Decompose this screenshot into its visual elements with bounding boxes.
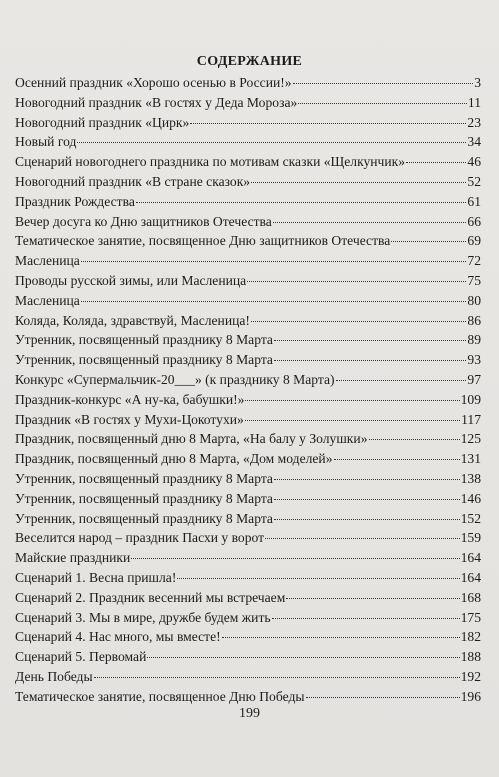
- toc-entry-page: 97: [467, 371, 481, 387]
- toc-entry-page: 159: [460, 530, 481, 546]
- toc-entry-title: Конкурс «Супермальчик-20___» (к празднику 8 Марта): [15, 371, 335, 387]
- dot-leader: [251, 321, 466, 322]
- toc-entry: [15, 350, 481, 370]
- table-of-contents: [15, 73, 481, 707]
- toc-entry: [15, 667, 481, 687]
- toc-entry: [15, 132, 481, 152]
- dot-leader: [272, 618, 460, 619]
- dot-leader: [286, 598, 459, 599]
- toc-entry-page: 188: [460, 649, 481, 665]
- toc-entry: [15, 647, 481, 667]
- toc-entry-title: Утренник, посвященный празднику 8 Марта: [15, 332, 273, 348]
- dot-leader: [245, 420, 460, 421]
- toc-entry: [15, 568, 481, 588]
- dot-leader: [247, 281, 466, 282]
- toc-entry-page: 3: [474, 75, 481, 90]
- dot-leader: [245, 400, 459, 401]
- toc-entry-title: Новогодний праздник «В стране сказок»: [15, 173, 251, 189]
- toc-entry-page: 11: [467, 94, 481, 110]
- dot-leader: [131, 558, 459, 559]
- toc-entry-title: Тематическое занятие, посвященное Дню Победы: [15, 688, 305, 704]
- toc-entry-page: 196: [460, 688, 481, 704]
- toc-entry-page: 125: [460, 431, 481, 447]
- toc-entry-page: 66: [467, 213, 481, 229]
- toc-entry-title: Вечер досуга ко Дню защитников Отечества: [15, 213, 272, 229]
- toc-entry-title: Сценарий 4. Нас много, мы вместе!: [15, 629, 221, 645]
- page-number: 199: [239, 706, 260, 721]
- toc-entry-page: 61: [467, 193, 481, 209]
- toc-entry-page: 75: [467, 272, 481, 288]
- toc-entry-title: Праздник «В гостях у Мухи-Цокотухи»: [15, 411, 244, 427]
- toc-entry-title: Коляда, Коляда, здравствуй, Масленица!: [15, 312, 250, 328]
- toc-entry: [15, 192, 481, 212]
- toc-entry-page: 146: [460, 490, 481, 506]
- toc-entry-title: Тематическое занятие, посвященное Дню защитников Отечества: [15, 233, 391, 249]
- dot-leader: [306, 697, 460, 698]
- dot-leader: [293, 83, 474, 84]
- toc-entry: [15, 528, 481, 548]
- dot-leader: [336, 380, 467, 381]
- dot-leader: [265, 538, 460, 539]
- toc-entry-page: 109: [460, 391, 481, 407]
- dot-leader: [273, 222, 467, 223]
- toc-entry: [15, 93, 481, 113]
- toc-entry: [15, 390, 481, 410]
- toc-entry: [15, 469, 481, 489]
- dot-leader: [81, 301, 467, 302]
- toc-entry-page: 131: [460, 451, 481, 467]
- toc-entry-page: 23: [467, 114, 481, 130]
- toc-entry: [15, 113, 481, 133]
- toc-entry-page: 89: [467, 332, 481, 348]
- toc-entry-title: День Победы: [15, 668, 93, 684]
- toc-entry-page: 138: [460, 470, 481, 486]
- toc-entry: [15, 627, 481, 647]
- toc-entry-page: 168: [460, 589, 481, 605]
- toc-entry-title: Веселится народ – праздник Пасхи у ворот: [15, 530, 265, 546]
- dot-leader: [274, 360, 466, 361]
- toc-entry-page: 72: [467, 253, 481, 269]
- toc-entry-title: Масленица: [15, 292, 80, 308]
- toc-entry-page: 80: [467, 292, 481, 308]
- toc-entry: [15, 231, 481, 251]
- toc-entry: [15, 588, 481, 608]
- dot-leader: [274, 479, 460, 480]
- toc-entry-page: 152: [460, 510, 481, 526]
- toc-entry-title: Праздник, посвященный дню 8 Марта, «На балу у Золушки»: [15, 431, 368, 447]
- toc-entry-title: Сценарий 5. Первомай: [15, 649, 147, 665]
- toc-entry-title: Праздник Рождества: [15, 193, 135, 209]
- dot-leader: [406, 162, 466, 163]
- dot-leader: [77, 142, 466, 143]
- dot-leader: [136, 202, 467, 203]
- toc-entry-title: Праздник-конкурс «А ну-ка, бабушки!»: [15, 391, 245, 407]
- toc-entry-title: Праздник, посвященный дню 8 Марта, «Дом моделей»: [15, 451, 333, 467]
- toc-entry-page: 182: [460, 629, 481, 645]
- dot-leader: [334, 459, 460, 460]
- toc-entry-title: Майские праздники: [15, 550, 131, 566]
- toc-entry-title: Новогодний праздник «В гостях у Деда Мороза»: [15, 94, 298, 110]
- toc-entry: [15, 251, 481, 271]
- toc-entry-page: 34: [467, 134, 481, 150]
- toc-entry-title: Новый год: [15, 134, 77, 150]
- toc-entry-title: Осенний праздник «Хорошо осенью в России!»: [15, 75, 292, 90]
- contents-heading: СОДЕРЖАНИЕ: [196, 54, 303, 69]
- toc-entry-title: Утренник, посвященный празднику 8 Марта: [15, 490, 273, 506]
- toc-entry-page: 93: [467, 352, 481, 368]
- toc-entry: [15, 548, 481, 568]
- toc-entry-title: Сценарий новогоднего праздника по мотивам сказки «Щелкунчик»: [15, 154, 406, 170]
- toc-entry-title: Утренник, посвященный празднику 8 Марта: [15, 470, 273, 486]
- toc-entry: [15, 291, 481, 311]
- toc-entry-title: Утренник, посвященный празднику 8 Марта: [15, 510, 273, 526]
- toc-entry: [15, 311, 481, 331]
- toc-entry: [15, 687, 481, 707]
- dot-leader: [391, 241, 466, 242]
- dot-leader: [274, 519, 460, 520]
- toc-entry-page: 117: [461, 411, 481, 427]
- toc-entry: [15, 509, 481, 529]
- toc-entry-page: 192: [460, 668, 481, 684]
- toc-entry: [15, 410, 481, 430]
- toc-entry-title: Масленица: [15, 253, 80, 269]
- dot-leader: [147, 657, 459, 658]
- toc-entry-title: Проводы русской зимы, или Масленица: [15, 272, 247, 288]
- toc-entry-title: Сценарий 1. Весна пришла!: [15, 569, 177, 585]
- dot-leader: [190, 123, 466, 124]
- toc-entry-title: Сценарий 3. Мы в мире, дружбе будем жить: [15, 609, 271, 625]
- dot-leader: [274, 340, 466, 341]
- toc-entry: [15, 172, 481, 192]
- dot-leader: [274, 499, 460, 500]
- dot-leader: [222, 637, 460, 638]
- toc-entry-title: Утренник, посвященный празднику 8 Марта: [15, 352, 273, 368]
- toc-entry: [15, 370, 481, 390]
- toc-entry-title: Сценарий 2. Праздник весенний мы встречаем: [15, 589, 286, 605]
- toc-entry: [15, 212, 481, 232]
- toc-entry-page: 46: [467, 154, 481, 170]
- dot-leader: [369, 439, 460, 440]
- toc-entry-page: 86: [467, 312, 481, 328]
- dot-leader: [251, 182, 466, 183]
- dot-leader: [94, 677, 460, 678]
- toc-entry: [15, 330, 481, 350]
- toc-entry: [15, 608, 481, 628]
- toc-entry: [15, 429, 481, 449]
- toc-entry: [15, 152, 481, 172]
- dot-leader: [177, 578, 459, 579]
- toc-entry-page: 52: [467, 173, 481, 189]
- toc-entry-page: 164: [460, 550, 481, 566]
- toc-entry: [15, 489, 481, 509]
- toc-entry-page: 69: [467, 233, 481, 249]
- toc-entry: [15, 271, 481, 291]
- toc-entry-page: 175: [460, 609, 481, 625]
- toc-entry-page: 164: [460, 569, 481, 585]
- dot-leader: [81, 261, 467, 262]
- toc-entry: [15, 73, 481, 93]
- toc-entry-title: Новогодний праздник «Цирк»: [15, 114, 190, 130]
- dot-leader: [298, 103, 467, 104]
- toc-entry: [15, 449, 481, 469]
